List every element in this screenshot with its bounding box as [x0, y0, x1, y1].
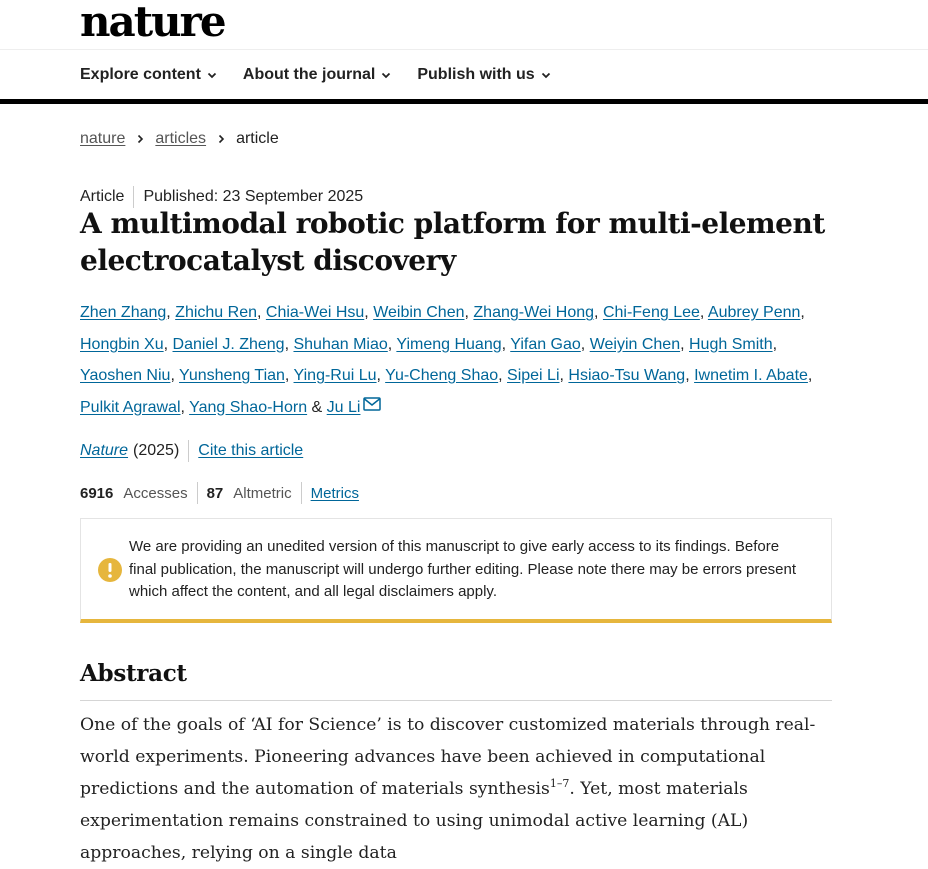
chevron-down-icon — [207, 70, 217, 80]
article-metrics — [80, 482, 359, 504]
article-type: Article — [80, 188, 125, 205]
chevron-down-icon — [381, 70, 391, 80]
early-access-notice — [80, 518, 832, 623]
author-link[interactable]: Chia-Wei Hsu — [265, 304, 365, 321]
author-link[interactable]: Iwnetim I. Abate — [694, 367, 808, 384]
altmetric-count: 87 — [206, 484, 224, 502]
divider — [80, 700, 832, 701]
breadcrumb-current: article — [236, 130, 279, 147]
author-link[interactable]: Yunsheng Tian — [179, 367, 285, 384]
citation-line — [80, 440, 303, 462]
author-link[interactable]: Yifan Gao — [510, 335, 581, 353]
abstract-text — [80, 709, 832, 869]
site-header — [0, 0, 928, 50]
article-title: A multimodal robotic platform for multi-element electrocatalyst discovery — [80, 207, 825, 277]
author-link[interactable]: Yu-Cheng Shao — [385, 367, 499, 384]
accesses-count: 6916 — [80, 484, 114, 502]
breadcrumb-link-nature[interactable]: nature — [80, 130, 126, 147]
author-link[interactable]: Pulkit Agrawal — [80, 398, 181, 416]
author-link[interactable]: Ying-Rui Lu — [293, 367, 377, 384]
author-link[interactable]: Hugh Smith — [689, 335, 773, 353]
divider — [197, 482, 198, 504]
author-link[interactable]: Weibin Chen — [373, 304, 465, 321]
divider — [188, 440, 189, 462]
altmetric-label: Altmetric — [233, 484, 292, 502]
author-link[interactable]: Daniel J. Zheng — [172, 335, 285, 353]
exclamation-icon — [97, 557, 123, 583]
chevron-down-icon — [541, 70, 551, 80]
nature-logo[interactable]: nature — [80, 0, 225, 46]
chevron-right-icon — [135, 134, 145, 144]
nav-explore-content[interactable] — [80, 66, 217, 84]
author-link[interactable]: Hsiao-Tsu Wang — [568, 367, 686, 384]
nav-publish-with-us[interactable] — [417, 66, 550, 84]
accesses-label: Accesses — [123, 484, 188, 502]
abstract-heading: Abstract — [80, 660, 187, 687]
metrics-link[interactable]: Metrics — [310, 484, 359, 502]
author-link[interactable]: Shuhan Miao — [293, 335, 388, 353]
notice-text: We are providing an unedited version of this manuscript to give early access to its findings. Before final publication, the manuscript will undergo further editing. Please note there may be errors present which affect the content, and all legal disclaimers apply. — [129, 538, 797, 600]
author-list: Zhen Zhang, Zhichu Ren, Chia-Wei Hsu, Weibin Chen, Zhang-Wei Hong, Chi-Feng Lee, Aubrey Penn, Hongbin Xu, Daniel J. Zheng, Shuhan Miao, Yimeng Huang, Yifan Gao, Weiyin Chen, Hugh Smith, Yaoshen Niu, Yunsheng Tian, Ying-Rui Lu, Yu-Cheng Shao, Sipei Li, Hsiao-Tsu Wang, Iwnetim I. Abate, Pulkit Agrawal, Yang Shao-Horn & Ju Li — [80, 304, 813, 416]
abstract-text-part: . Yet, most materials experimentation remains constrained to using unimodal active learning (AL) approaches, relying on a single data — [80, 779, 749, 863]
author-link[interactable]: Yaoshen Niu — [80, 367, 171, 384]
published-date: Published: 23 September 2025 — [143, 188, 364, 205]
author-link[interactable]: Yang Shao-Horn — [189, 398, 308, 416]
journal-link[interactable]: Nature — [80, 442, 129, 459]
mail-icon[interactable] — [363, 397, 381, 411]
author-link[interactable]: Zhichu Ren — [175, 304, 257, 321]
cite-article-link[interactable]: Cite this article — [198, 442, 304, 459]
author-link[interactable]: Weiyin Chen — [589, 335, 681, 353]
author-link[interactable]: Aubrey Penn — [707, 304, 801, 321]
author-link[interactable]: Ju Li — [326, 398, 361, 416]
nav-label: About the journal — [242, 65, 376, 83]
reference-superscript[interactable]: 1–7 — [549, 777, 570, 790]
chevron-right-icon — [216, 134, 226, 144]
publication-year: (2025) — [133, 442, 180, 459]
author-link[interactable]: Chi-Feng Lee — [602, 304, 700, 321]
nav-about-journal[interactable] — [243, 66, 391, 84]
author-link[interactable]: Sipei Li — [507, 367, 560, 384]
nav-label: Explore content — [80, 65, 201, 83]
divider — [301, 482, 302, 504]
author-link[interactable]: Hongbin Xu — [80, 335, 164, 353]
abstract-text-part: One of the goals of ‘AI for Science’ is to discover customized materials through real-world experiments. Pioneering advances have been achieved in computational predictions and the automation of materials synthesis — [80, 715, 816, 799]
author-link[interactable]: Yimeng Huang — [396, 335, 502, 353]
main-nav — [0, 50, 928, 104]
nav-label: Publish with us — [417, 65, 535, 83]
author-link[interactable]: Zhang-Wei Hong — [473, 304, 595, 321]
author-link[interactable]: Zhen Zhang — [80, 304, 167, 321]
breadcrumb — [80, 130, 279, 148]
breadcrumb-link-articles[interactable]: articles — [155, 130, 207, 147]
